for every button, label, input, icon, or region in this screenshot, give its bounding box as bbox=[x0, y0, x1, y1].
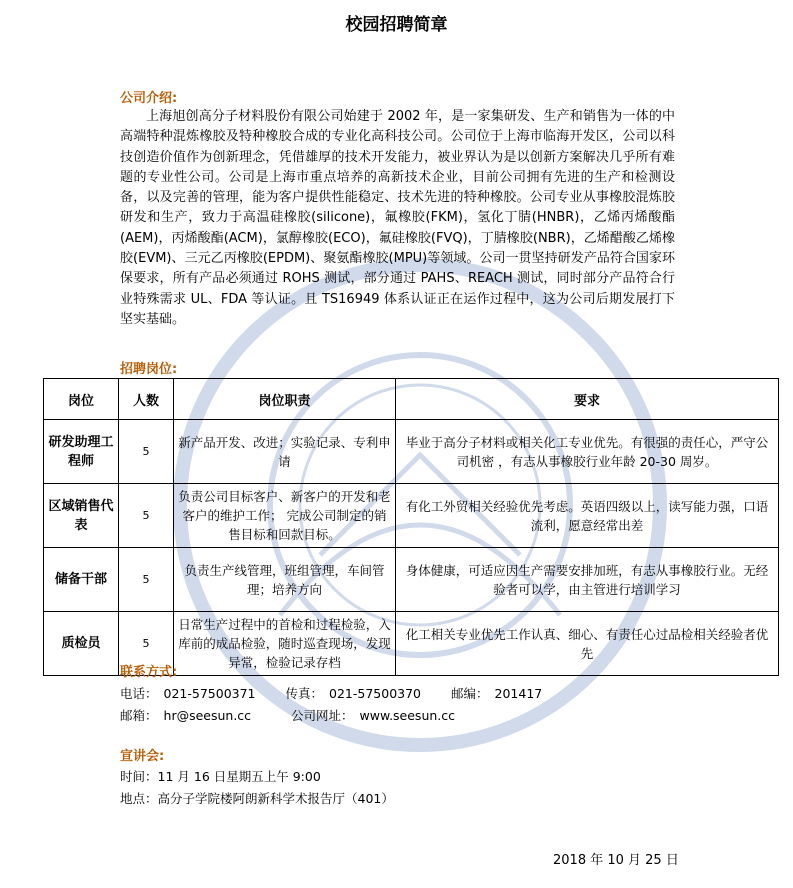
header-requirements: 要求 bbox=[396, 379, 779, 420]
place-label: 地点： bbox=[120, 791, 158, 806]
position-requirements: 身体健康，可适应因生产需要安排加班，有志从事橡胶行业。无经验者可以学，由主管进行培训学习 bbox=[396, 548, 779, 612]
position-count: 5 bbox=[119, 420, 174, 484]
position-name: 区域销售代表 bbox=[44, 484, 119, 548]
position-count: 5 bbox=[119, 548, 174, 612]
time-label: 时间： bbox=[120, 769, 158, 784]
phone-value: 021-57500371 bbox=[163, 686, 256, 701]
positions-heading: 招聘岗位: bbox=[120, 362, 178, 377]
fax-value: 021-57500370 bbox=[329, 686, 422, 701]
contact-heading: 联系方式: bbox=[120, 665, 178, 680]
header-position: 岗位 bbox=[44, 379, 119, 420]
header-duties: 岗位职责 bbox=[174, 379, 396, 420]
position-name: 质检员 bbox=[44, 612, 119, 676]
table-header-row bbox=[44, 379, 779, 420]
position-name: 储备干部 bbox=[44, 548, 119, 612]
seminar-heading: 宣讲会: bbox=[120, 749, 165, 764]
position-count: 5 bbox=[119, 484, 174, 548]
position-duties: 日常生产过程中的首检和过程检验，入库前的成品检验，随时巡查现场，发现异常，检验记录存档 bbox=[174, 612, 396, 676]
fax-label: 传真： bbox=[285, 686, 324, 701]
table-row bbox=[44, 484, 779, 548]
company-intro: 上海旭创高分子材料股份有限公司始建于 2002 年，是一家集研发、生产和销售为一体的中高端特种混炼橡胶及特种橡胶合成的专业化高科技公司。公司位于上海市临海开发区，公司以科技创造价值作为创新理念，凭借雄厚的技术开发能力，被业界认为是以创新方案解决几乎所有难题的专业性公司。公司是上海市重点培养的高新技术企业，目前公司拥有先进的生产和检测设备，以及完善的管理，能为客户提供性能稳定、技术先进的特种橡胶。公司专业从事橡胶混炼胶研发和生产，致力于高温硅橡胶(silicone)，氟橡胶(FKM)，氢化丁腈(HNBR)，乙烯丙烯酸酯(AEM)，丙烯酸酯(ACM)，氯醇橡胶(ECO)，氟硅橡胶(FVQ)，丁腈橡胶(NBR)，乙烯醋酸乙烯橡胶(EVM)、三元乙丙橡胶(EPDM)、聚氨酯橡胶(MPU)等领域。公司一贯坚持研发产品符合国家环保要求，所有产品必须通过 ROHS 测试，部分通过 PAHS、REACH 测试，同时部分产品符合行业特殊需求 UL、FDA 等认证。且 TS16949 体系认证正在运作过程中，这为公司后期发展打下坚实基础。 bbox=[120, 109, 675, 327]
header-count: 人数 bbox=[119, 379, 174, 420]
phone-label: 电话： bbox=[120, 686, 158, 701]
position-requirements: 毕业于高分子材料或相关化工专业优先。有很强的责任心，严守公司机密 ，有志从事橡胶行业年龄 20-30 周岁。 bbox=[396, 420, 779, 484]
positions-table bbox=[43, 378, 779, 676]
table-row bbox=[44, 420, 779, 484]
email-label: 邮箱： bbox=[120, 708, 158, 723]
position-count: 5 bbox=[119, 612, 174, 676]
website-label: 公司网址： bbox=[291, 708, 354, 723]
page-title: 校园招聘简章 bbox=[345, 15, 448, 35]
time-value: 11 月 16 日星期五上午 9:00 bbox=[157, 769, 321, 784]
position-requirements: 有化工外贸相关经验优先考虑。英语四级以上，读写能力强，口语流利，愿意经常出差 bbox=[396, 484, 779, 548]
intro-heading: 公司介绍: bbox=[120, 91, 178, 106]
seminar-place bbox=[120, 789, 400, 807]
contact-line-1 bbox=[120, 684, 548, 702]
issue-date: 2018 年 10 月 25 日 bbox=[553, 853, 679, 868]
position-duties: 负责公司目标客户、新客户的开发和老客户的维护工作； 完成公司制定的销售目标和回款目标。 bbox=[174, 484, 396, 548]
position-duties: 负责生产线管理，班组管理，车间管理；培养方向 bbox=[174, 548, 396, 612]
email-link[interactable]: hr@seesun.cc bbox=[163, 708, 252, 723]
website-link[interactable]: www.seesun.cc bbox=[359, 708, 456, 723]
position-requirements: 化工相关专业优先工作认真、细心、有责任心过品检相关经验者优先 bbox=[396, 612, 779, 676]
position-name: 研发助理工程师 bbox=[44, 420, 119, 484]
zip-value: 201417 bbox=[494, 686, 543, 701]
seminar-time bbox=[120, 767, 327, 785]
position-duties: 新产品开发、改进；实验记录、专利申请 bbox=[174, 420, 396, 484]
contact-line-2 bbox=[120, 706, 461, 724]
place-value: 高分子学院楼阿朗新科学术报告厅（401） bbox=[157, 791, 394, 806]
table-row bbox=[44, 548, 779, 612]
zip-label: 邮编： bbox=[451, 686, 489, 701]
